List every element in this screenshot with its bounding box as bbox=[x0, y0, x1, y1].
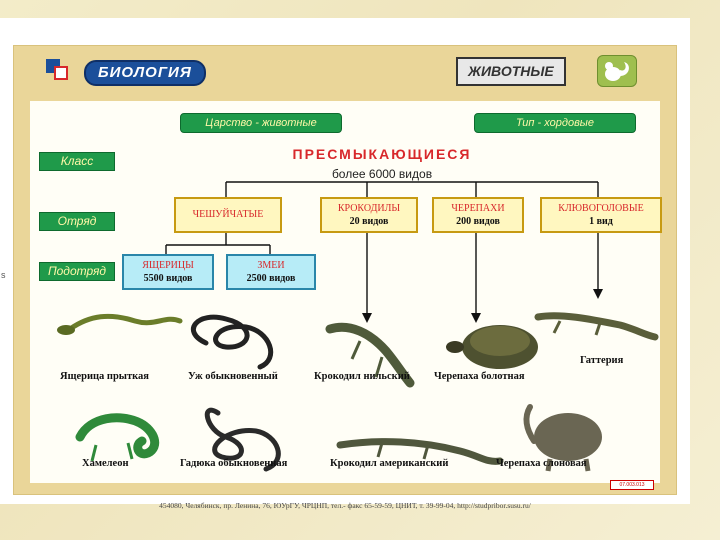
animal-label: Черепаха болотная bbox=[434, 371, 525, 382]
order-name: КЛЮВОГОЛОВЫЕ bbox=[558, 203, 644, 214]
poster bbox=[13, 45, 677, 510]
suborder-box-lizards bbox=[122, 254, 214, 290]
rank-order-label: Отряд bbox=[39, 212, 115, 231]
order-name: ЧЕШУЙЧАТЫЕ bbox=[192, 209, 264, 220]
animal-label: Крокодил нильский bbox=[314, 371, 410, 382]
animal-label: Гадюка обыкновенная bbox=[180, 458, 288, 469]
chameleon-icon bbox=[80, 418, 155, 461]
animal-label: Гаттерия bbox=[580, 355, 624, 366]
suborder-count: 2500 видов bbox=[246, 273, 296, 284]
section-title: ЖИВОТНЫЕ bbox=[456, 57, 566, 86]
slide-area bbox=[0, 18, 690, 510]
poster-code: 07.003.013 bbox=[610, 480, 654, 490]
order-box-squamata bbox=[174, 197, 282, 233]
suborder-box-snakes bbox=[226, 254, 316, 290]
suborder-name: ЯЩЕРИЦЫ bbox=[142, 260, 194, 271]
classification-panel bbox=[30, 101, 660, 483]
stray-mark: s bbox=[1, 270, 6, 280]
order-box-beakheads bbox=[540, 197, 662, 233]
animal-label: Черепаха слоновая bbox=[496, 458, 587, 469]
order-count: 20 видов bbox=[349, 216, 389, 227]
class-title: ПРЕСМЫКАЮЩИЕСЯ bbox=[292, 146, 472, 162]
rank-suborder-label: Подотряд bbox=[39, 262, 115, 281]
footer-address: 454080, Челябинск, пр. Ленина, 76, ЮУрГУ, ЧРЦНП, тел.- факс 65-59-59, ЦНИТ, т. 39-99-04, http://studpribor.susu.ru/ bbox=[159, 501, 531, 510]
squirrel-icon bbox=[597, 55, 637, 87]
brand-title: БИОЛОГИЯ bbox=[84, 60, 206, 86]
grass-snake-icon bbox=[193, 317, 270, 367]
order-name: ЧЕРЕПАХИ bbox=[451, 203, 505, 214]
order-box-crocodiles bbox=[320, 197, 418, 233]
order-name: КРОКОДИЛЫ bbox=[337, 203, 401, 214]
phylum-label: Тип - хордовые bbox=[474, 113, 636, 133]
animal-label: Ящерица прыткая bbox=[60, 371, 149, 382]
animal-label: Уж обыкновенный bbox=[188, 371, 278, 382]
animal-label: Хамелеон bbox=[82, 458, 129, 469]
order-count: 1 вид bbox=[589, 216, 613, 227]
kingdom-label: Царство - животные bbox=[180, 113, 342, 133]
biology-logo-icon bbox=[44, 57, 72, 83]
animal-label: Крокодил американский bbox=[330, 458, 449, 469]
tuatara-icon bbox=[538, 316, 655, 337]
class-species-count: более 6000 видов bbox=[331, 167, 433, 181]
pond-turtle-icon bbox=[446, 325, 538, 369]
order-box-turtles bbox=[432, 197, 524, 233]
rank-class-label: Класс bbox=[39, 152, 115, 171]
order-count: 200 видов bbox=[456, 216, 500, 227]
suborder-name: ЗМЕИ bbox=[257, 260, 285, 271]
suborder-count: 5500 видов bbox=[143, 273, 193, 284]
lizard-icon bbox=[57, 316, 180, 335]
